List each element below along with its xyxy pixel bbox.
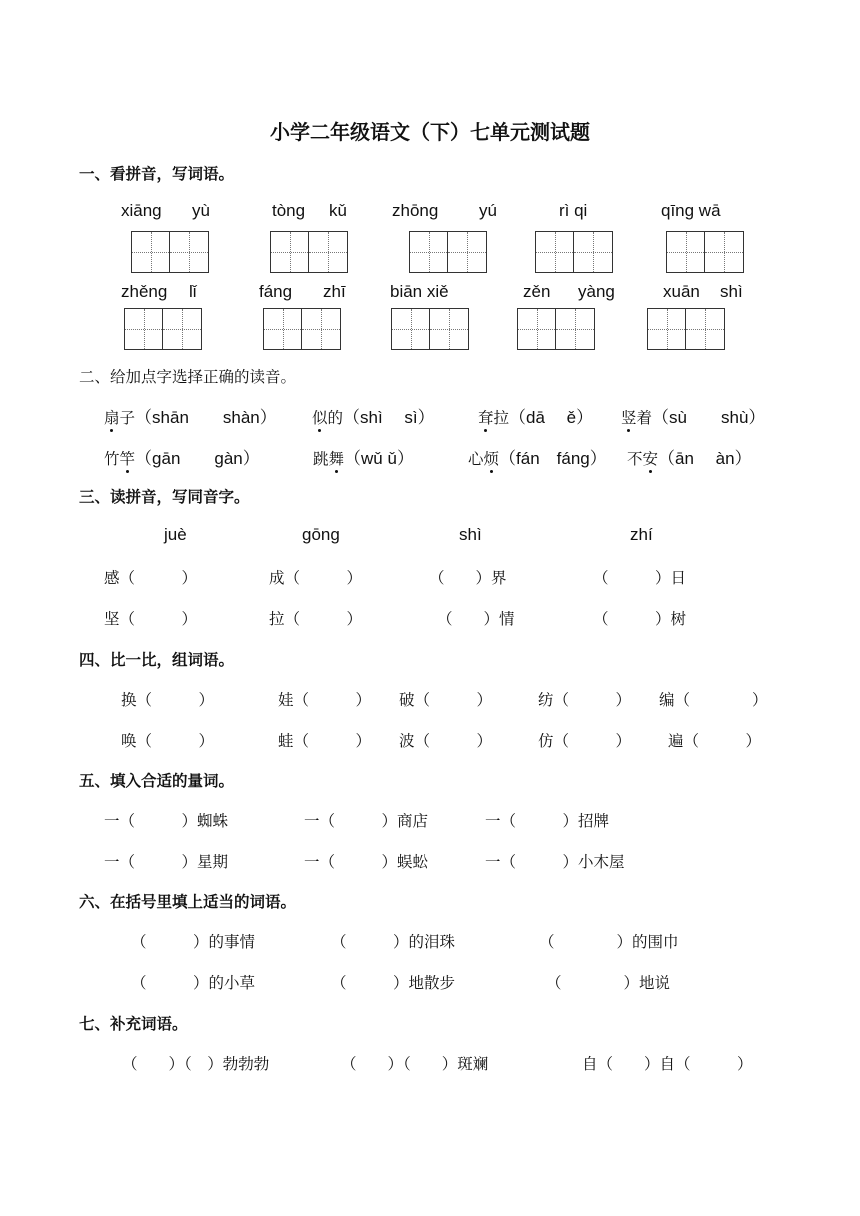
dotted-char: 耷 — [478, 409, 494, 427]
fill-item[interactable]: （ ）界 — [429, 569, 507, 587]
writing-grid[interactable] — [270, 231, 348, 273]
pinyin: biān xiě — [390, 282, 449, 301]
dotted-char: 竖 — [621, 409, 637, 427]
fill-item[interactable]: （ ）的泪珠 — [331, 933, 456, 951]
pinyin: zhěng — [121, 282, 168, 301]
pinyin: qīng wā — [661, 201, 721, 220]
fill-item[interactable]: 仿（ ） — [538, 732, 632, 750]
pinyin: yàng — [578, 282, 615, 301]
pinyin: zěn — [523, 282, 551, 301]
fill-item[interactable]: （ ）（ ）勃勃勃 — [122, 1055, 270, 1073]
fill-item[interactable]: 纺（ ） — [538, 691, 632, 709]
fill-item[interactable]: 坚（ ） — [104, 610, 198, 628]
writing-grid[interactable] — [647, 308, 725, 350]
pinyin-options: （shì sì） — [343, 408, 435, 427]
fill-item[interactable]: 一（ ）商店 — [304, 812, 429, 830]
char: 拉 — [493, 409, 510, 427]
fill-item[interactable]: 一（ ）蜘蛛 — [104, 812, 229, 830]
fill-item[interactable]: 感（ ） — [104, 569, 198, 587]
reading-item[interactable] — [312, 403, 435, 428]
fill-item[interactable]: （ ）情 — [437, 610, 515, 628]
writing-grid[interactable] — [535, 231, 613, 273]
fill-item[interactable]: 破（ ） — [399, 691, 493, 709]
reading-item[interactable] — [468, 444, 607, 469]
pinyin: xiāng — [121, 201, 162, 220]
fill-item[interactable]: 蛙（ ） — [278, 732, 372, 750]
section-4-heading: 四、比一比，组词语。 — [79, 651, 235, 669]
reading-item[interactable] — [104, 444, 260, 469]
char: 心 — [468, 450, 484, 468]
dotted-char: 舞 — [328, 450, 345, 468]
fill-item[interactable]: 一（ ）蜈蚣 — [304, 853, 429, 871]
fill-item[interactable]: 换（ ） — [121, 691, 215, 709]
pinyin: zhī — [323, 282, 346, 301]
fill-item[interactable]: 拉（ ） — [269, 610, 363, 628]
char: 不 — [627, 450, 643, 468]
fill-item[interactable]: 一（ ）招牌 — [485, 812, 610, 830]
fill-item[interactable]: 一（ ）星期 — [104, 853, 229, 871]
pinyin: shì — [720, 282, 743, 301]
pinyin: kǔ — [329, 201, 347, 220]
pinyin: zhí — [630, 525, 653, 544]
char: 竹 — [104, 450, 120, 468]
char: 子 — [119, 409, 136, 427]
pinyin-options: （wǔ ǔ） — [344, 449, 414, 468]
pinyin: lǐ — [189, 282, 197, 301]
pinyin-options: （shān shàn） — [135, 408, 277, 427]
fill-item[interactable]: （ ）地散步 — [331, 974, 456, 992]
pinyin: rì qi — [559, 201, 588, 220]
pinyin-options: （dā ě） — [509, 408, 594, 427]
writing-grid[interactable] — [124, 308, 202, 350]
fill-item[interactable]: （ ）日 — [593, 569, 687, 587]
dotted-char: 竿 — [119, 450, 136, 468]
fill-item[interactable]: 一（ ）小木屋 — [485, 853, 625, 871]
pinyin-options: （fán fáng） — [499, 449, 607, 468]
pinyin: shì — [459, 525, 482, 544]
pinyin: fáng — [259, 282, 293, 301]
fill-item[interactable]: （ ）（ ）斑斓 — [341, 1055, 489, 1073]
pinyin-options: （gān gàn） — [135, 449, 260, 468]
fill-item[interactable]: 成（ ） — [269, 569, 363, 587]
fill-item[interactable]: （ ）树 — [593, 610, 687, 628]
dotted-char: 似 — [312, 409, 328, 427]
fill-item[interactable]: 唤（ ） — [121, 732, 215, 750]
fill-item[interactable]: 遍（ ） — [668, 732, 762, 750]
dotted-char: 安 — [642, 450, 659, 468]
pinyin: yú — [479, 201, 497, 220]
writing-grid[interactable] — [517, 308, 595, 350]
section-3-heading: 三、读拼音，写同音字。 — [79, 488, 250, 506]
dotted-char: 烦 — [483, 450, 500, 468]
writing-grid[interactable] — [263, 308, 341, 350]
fill-item[interactable]: （ ）地说 — [546, 974, 671, 992]
page-title: 小学二年级语文（下）七单元测试题 — [270, 120, 590, 144]
pinyin: juè — [164, 525, 187, 544]
fill-item[interactable]: 波（ ） — [399, 732, 493, 750]
section-1-heading: 一、看拼音，写词语。 — [79, 165, 235, 183]
pinyin-options: （sù shù） — [652, 408, 766, 427]
pinyin: tòng — [272, 201, 306, 220]
writing-grid[interactable] — [666, 231, 744, 273]
char: 跳 — [313, 450, 329, 468]
dotted-char: 扇 — [104, 409, 120, 427]
fill-item[interactable]: （ ）的事情 — [131, 933, 256, 951]
fill-item[interactable]: （ ）的围巾 — [539, 933, 679, 951]
fill-item[interactable]: 自（ ）自（ ） — [582, 1055, 753, 1073]
fill-item[interactable]: （ ）的小草 — [131, 974, 256, 992]
pinyin: xuān — [663, 282, 700, 301]
pinyin: yù — [192, 201, 210, 220]
fill-item[interactable]: 编（ ） — [659, 691, 768, 709]
pinyin: gōng — [302, 525, 340, 544]
char: 着 — [636, 409, 653, 427]
reading-item[interactable] — [478, 403, 593, 428]
pinyin: zhōng — [392, 201, 439, 220]
section-5-heading: 五、填入合适的量词。 — [79, 772, 235, 790]
section-7-heading: 七、补充词语。 — [79, 1015, 188, 1033]
writing-grid[interactable] — [131, 231, 209, 273]
reading-item[interactable] — [621, 403, 765, 428]
pinyin-options: （ān àn） — [658, 449, 752, 468]
char: 的 — [327, 409, 344, 427]
reading-item[interactable] — [313, 444, 414, 469]
section-6-heading: 六、在括号里填上适当的词语。 — [79, 893, 297, 911]
fill-item[interactable]: 娃（ ） — [278, 691, 372, 709]
section-2-heading: 二、给加点字选择正确的读音。 — [79, 368, 297, 386]
writing-grid[interactable] — [391, 308, 469, 350]
reading-item[interactable] — [627, 444, 752, 469]
reading-item[interactable] — [104, 403, 277, 428]
writing-grid[interactable] — [409, 231, 487, 273]
